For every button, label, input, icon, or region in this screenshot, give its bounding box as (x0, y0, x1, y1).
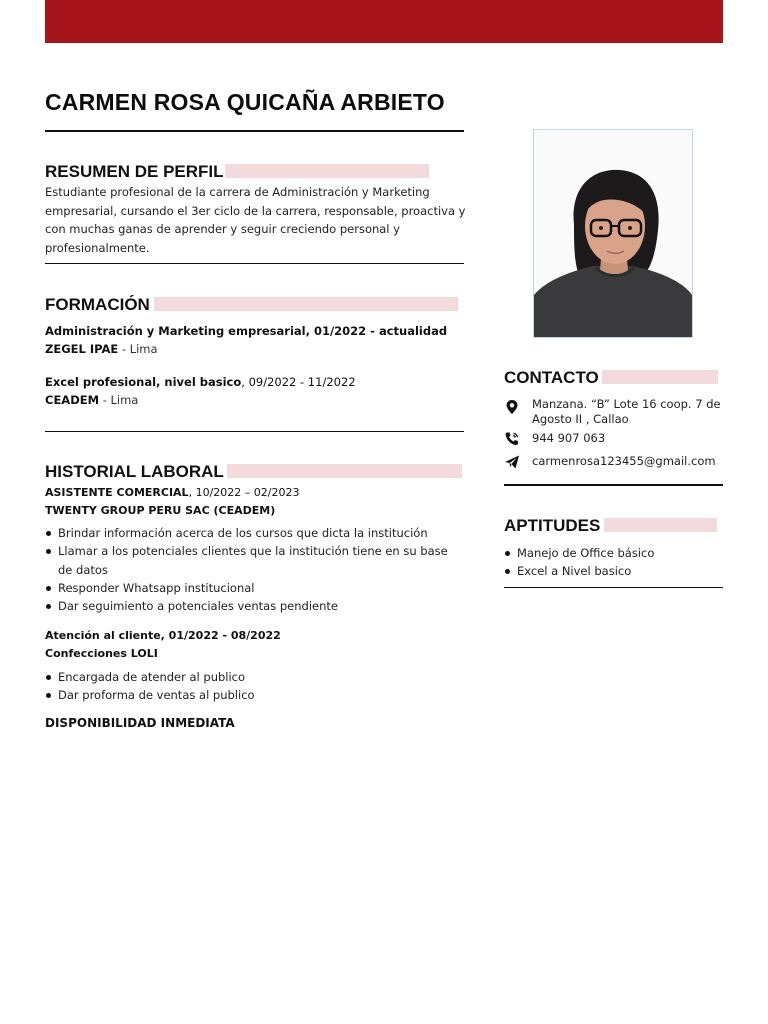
job-2-tasks (45, 668, 465, 705)
job-2-heading (45, 629, 281, 642)
education-entry-2-heading (45, 375, 356, 389)
education-location: - Lima (118, 342, 158, 356)
send-icon (504, 454, 520, 470)
location-pin-icon (504, 399, 520, 415)
list-item: Encargada de atender al publico (45, 668, 465, 686)
contact-divider (504, 484, 723, 486)
contact-address-row (504, 397, 723, 427)
contact-section-title: CONTACTO (504, 368, 599, 387)
list-item: Dar seguimiento a potenciales ventas pendiente (45, 597, 465, 615)
contact-phone-row (504, 431, 723, 447)
profile-divider (45, 263, 464, 264)
job-company: Confecciones LOLI (45, 647, 158, 660)
education-degree: Administración y Marketing empresarial (45, 324, 306, 338)
contact-address: Manzana. “B” Lote 16 coop. 7 de Agosto II , Callao (532, 397, 721, 426)
education-dates: , 01/2022 - actualidad (305, 324, 448, 338)
list-item: Dar proforma de ventas al publico (45, 686, 465, 704)
education-entry-2-school (45, 393, 138, 407)
job-1-tasks (45, 524, 465, 615)
job-2-company (45, 647, 158, 660)
contact-phone: 944 907 063 (532, 431, 606, 445)
work-title-highlight (227, 464, 462, 478)
work-section-title: HISTORIAL LABORAL (45, 462, 224, 481)
list-item: Brindar información acerca de los cursos que dicta la institución (45, 524, 465, 542)
job-company: TWENTY GROUP PERU SAC (CEADEM) (45, 504, 276, 517)
education-dates: , 09/2022 - 11/2022 (241, 375, 356, 389)
profile-summary: Estudiante profesional de la carrera de Administración y Marketing empresarial, cursando el 3er ciclo de la carrera, responsable, proactiva y con muchas ganas de aprender y seguir creciendo personal y profesionalmente. (45, 185, 466, 255)
contact-email-row (504, 454, 723, 470)
list-item: Llamar a los potenciales clientes que la institución tiene en su base de datos (45, 542, 465, 579)
education-section-title: FORMACIÓN (45, 295, 150, 314)
list-item: Responder Whatsapp institucional (45, 579, 465, 597)
skills-list (504, 544, 723, 581)
list-item: Manejo de Office básico (504, 544, 723, 562)
name-divider (45, 130, 464, 132)
availability-note: DISPONIBILIDAD INMEDIATA (45, 716, 235, 730)
education-title-highlight (154, 297, 458, 311)
job-role: ASISTENTE COMERCIAL (45, 486, 189, 499)
list-item: Excel a Nivel basico (504, 562, 723, 580)
job-dates: , 01/2022 - 08/2022 (160, 629, 281, 642)
education-location: - Lima (99, 393, 139, 407)
job-1-company (45, 504, 275, 517)
contact-email[interactable]: carmenrosa123455@gmail.com (532, 454, 716, 468)
profile-photo (533, 129, 693, 338)
education-entry-1-school (45, 342, 158, 356)
education-school: CEADEM (45, 393, 100, 407)
profile-photo-illustration (534, 130, 692, 337)
job-1-heading (45, 486, 299, 499)
skills-divider (504, 587, 723, 588)
profile-title-highlight (225, 164, 429, 178)
skills-title-highlight (604, 518, 717, 532)
education-entry-1-heading (45, 324, 447, 338)
phone-icon (504, 431, 520, 447)
top-accent-bar (45, 0, 723, 43)
contact-title-highlight (602, 370, 718, 384)
job-dates: , 10/2022 – 02/2023 (188, 486, 300, 499)
candidate-name: CARMEN ROSA QUICAÑA ARBIETO (45, 89, 445, 115)
job-role: Atención al cliente (45, 629, 161, 642)
education-school: ZEGEL IPAE (45, 342, 119, 356)
education-degree: Excel profesional, nivel basico (45, 375, 242, 389)
skills-section-title: APTITUDES (504, 516, 601, 535)
education-divider (45, 431, 464, 432)
profile-section-title: RESUMEN DE PERFIL (45, 162, 224, 181)
